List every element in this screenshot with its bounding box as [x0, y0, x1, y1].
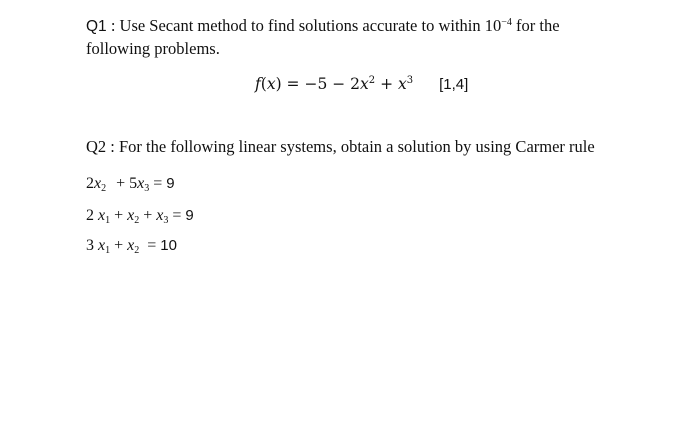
q2-line: [86, 137, 595, 157]
function-exp-2: 2: [368, 75, 376, 86]
q1-tolerance-exponent: −4: [501, 17, 512, 28]
function-exp-3: 3: [406, 75, 414, 86]
equation-3: [86, 237, 177, 255]
q2-text: : For the following linear systems, obtain a solution by using Carmer rule: [106, 137, 595, 156]
function-rhs-a: = −5 − 2: [281, 75, 361, 93]
eq3-sub-2: 2: [134, 245, 140, 256]
eq3-equals: =: [139, 237, 161, 254]
eq1-var-x-2: x: [137, 175, 145, 192]
function-interval: [1,4]: [439, 76, 469, 93]
q1-line-2: [86, 39, 220, 59]
q1-tolerance-base: 10: [484, 16, 502, 35]
function-plus: +: [375, 75, 398, 93]
q1-line-1: [86, 16, 560, 36]
eq3-sub-1: 1: [105, 245, 111, 256]
eq1-rhs: 9: [166, 175, 175, 192]
function-variable: x: [266, 75, 276, 93]
function-x-squared-base: x: [360, 75, 369, 93]
eq2-equals: =: [168, 207, 186, 224]
eq3-rhs: 10: [160, 237, 177, 254]
eq3-coef-3: 3: [86, 237, 98, 254]
eq2-plus-2: +: [139, 207, 157, 224]
q1-text-line-2: following problems.: [86, 39, 220, 58]
q1-text-after: for the: [511, 16, 560, 35]
q1-text-before: : Use Secant method to find solutions accurate to within: [106, 16, 485, 35]
eq2-var-x1: x: [98, 207, 106, 224]
eq2-coef-2: 2: [86, 207, 98, 224]
eq2-sub-2: 2: [134, 215, 140, 226]
function-x-cubed-base: x: [398, 75, 407, 93]
eq2-var-x3: x: [156, 207, 164, 224]
q1-label: Q1: [86, 18, 107, 35]
equation-1: [86, 175, 175, 193]
eq2-sub-3: 3: [163, 215, 169, 226]
eq2-plus-1: +: [110, 207, 128, 224]
equation-2: [86, 207, 194, 225]
q1-function: $f(x) = -5 - 2x^2 + x^3$ [1,4]: [255, 75, 469, 93]
eq1-equals: =: [149, 175, 167, 192]
eq2-sub-1: 1: [105, 215, 111, 226]
eq2-rhs: 9: [185, 207, 194, 224]
eq1-plus-5: + 5: [112, 175, 138, 192]
eq1-sub-2: 2: [101, 183, 107, 194]
eq3-plus: +: [110, 237, 128, 254]
eq3-var-x1: x: [98, 237, 106, 254]
eq1-sub-3: 3: [144, 183, 150, 194]
function-name: f: [255, 75, 261, 93]
eq1-coef-2: 2: [86, 175, 94, 192]
eq3-var-x2: x: [127, 237, 135, 254]
eq1-var-x: x: [94, 175, 102, 192]
eq2-var-x2: x: [127, 207, 135, 224]
q2-label: Q2: [86, 137, 107, 156]
